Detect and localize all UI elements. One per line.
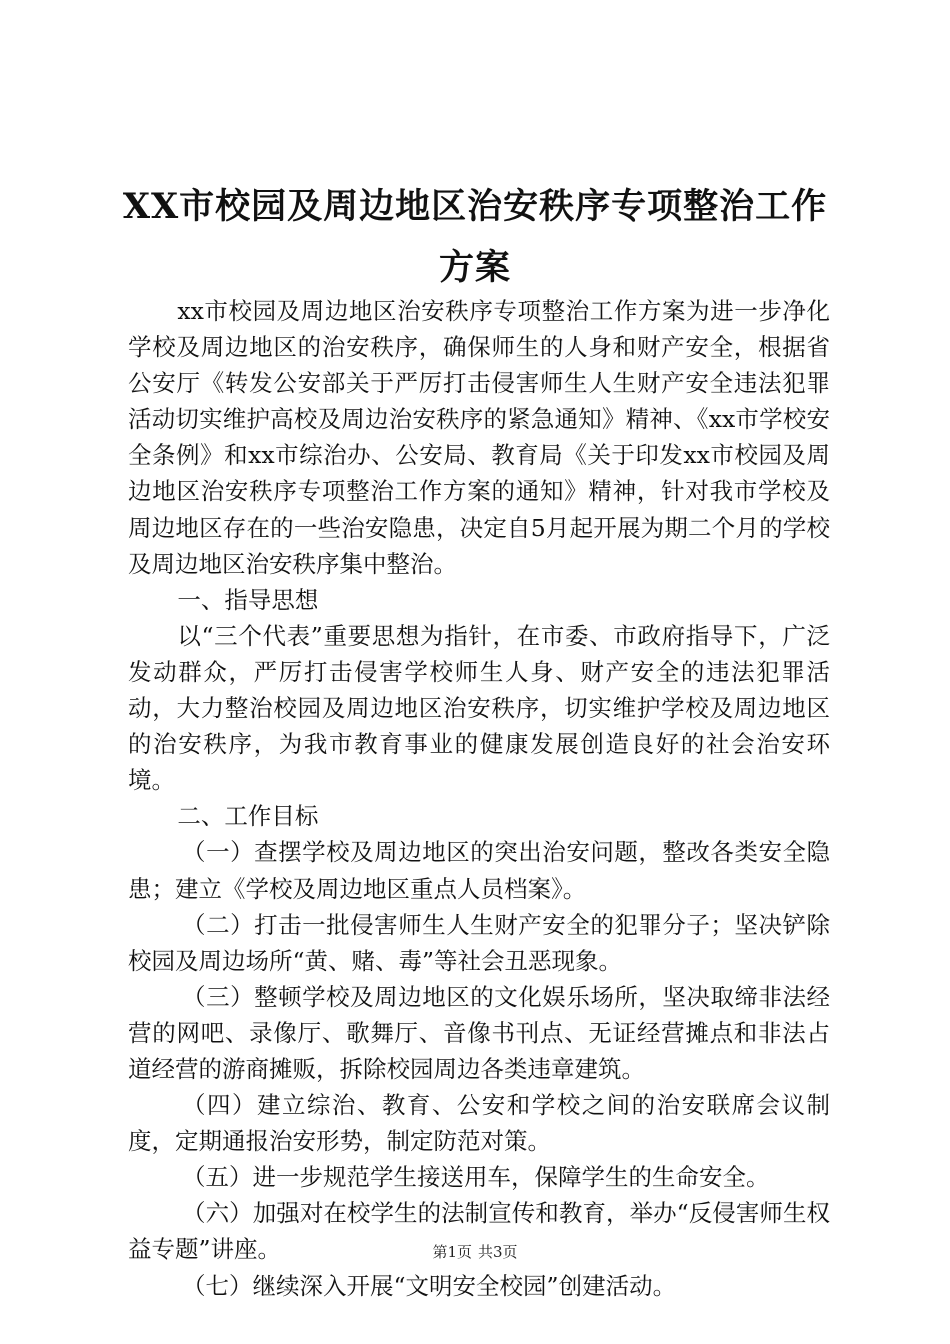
- section-heading-guiding-ideology: 一、指导思想: [177, 585, 319, 614]
- intro-paragraph: xx市校园及周边地区治安秩序专项整治工作方案为进一步净化学校及周边地区的治安秩序，确保师生的人身和财产安全，根据省公安厅《转发公安部关于严厉打击侵害师生人生财产安全违法犯罪活动切实维护高校及周边治安秩序的紧急通知》精神、《xx市学校安全条例》和xx市综治办、公安局、教育局《关于印发xx市校园及周边地区治安秩序专项整治工作方案的通知》精神，针对我市学校及周边地区存在的一些治安隐患，决定自5月起开展为期二个月的学校及周边地区治安秩序集中整治。: [128, 297, 830, 578]
- document-body: [128, 293, 830, 1304]
- page-footer: [0, 1242, 950, 1262]
- page-number-total: 共3页: [478, 1243, 518, 1261]
- goal-item-3: （三）整顿学校及周边地区的文化娱乐场所，坚决取缔非法经营的网吧、录像厅、歌舞厅、音像书刊点、无证经营摊点和非法占道经营的游商摊贩，拆除校园周边各类违章建筑。: [128, 982, 830, 1083]
- goal-item-7: （七）继续深入开展“文明安全校园”创建活动。: [182, 1271, 677, 1300]
- goal-item-4: （四）建立综治、教育、公安和学校之间的治安联席会议制度，定期通报治安形势，制定防范对策。: [128, 1091, 830, 1156]
- document-title-line-1: XX市校园及周边地区治安秩序专项整治工作: [122, 186, 828, 227]
- guiding-ideology-paragraph: 以“三个代表”重要思想为指针，在市委、市政府指导下，广泛发动群众，严厉打击侵害学校师生人身、财产安全的违法犯罪活动，大力整治校园及周边地区治安秩序，切实维护学校及周边地区的治安秩序，为我市教育事业的健康发展创造良好的社会治安环境。: [128, 621, 830, 795]
- goal-item-5: （五）进一步规范学生接送用车，保障学生的生命安全。: [182, 1163, 770, 1192]
- goal-item-1: （一）查摆学校及周边地区的突出治安问题，整改各类安全隐患；建立《学校及周边地区重点人员档案》。: [128, 838, 830, 903]
- goal-item-6: （六）加强对在校学生的法制宣传和教育，举办“反侵害师生权益专题”讲座。: [128, 1199, 830, 1264]
- goal-item-2: （二）打击一批侵害师生人生财产安全的犯罪分子；坚决铲除校园及周边场所“黄、赌、毒”等社会丑恶现象。: [128, 910, 830, 975]
- section-heading-work-goals: 二、工作目标: [177, 802, 319, 831]
- page-number-current: 第1页: [432, 1243, 472, 1261]
- document-title-line-2: 方案: [438, 247, 511, 288]
